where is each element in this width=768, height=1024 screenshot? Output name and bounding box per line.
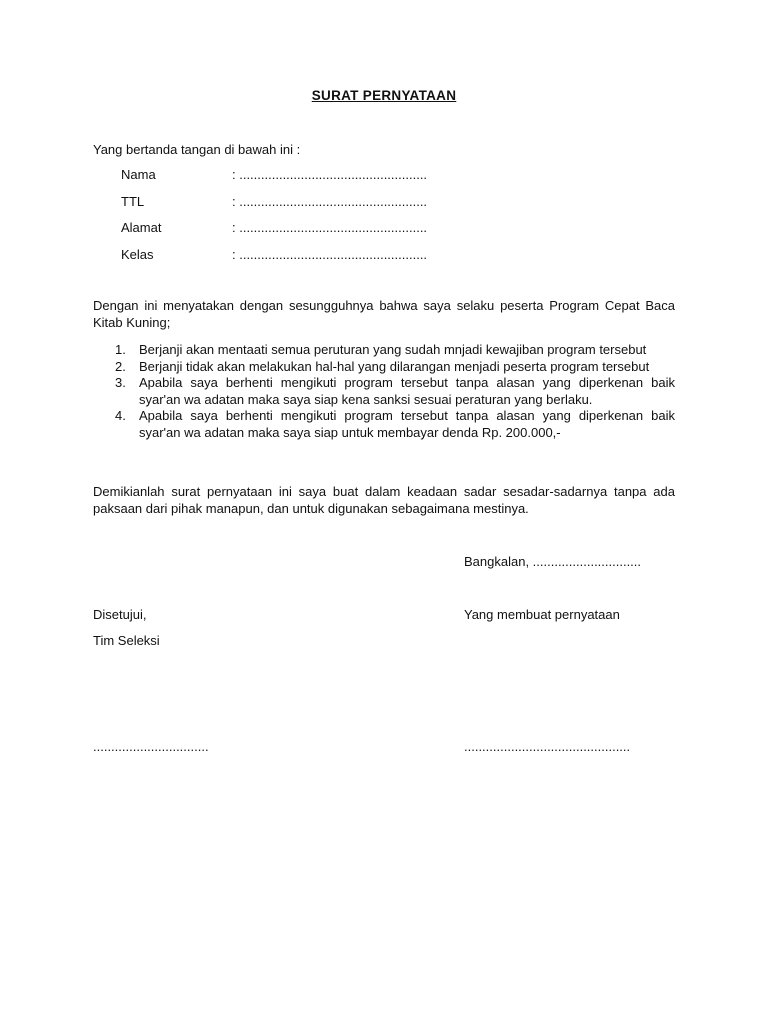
field-value: : .................................................... [232,246,428,262]
commitment-list [93,342,675,441]
field-value: : .................................................... [232,167,428,182]
field-label: Kelas [121,246,154,262]
maker-label: Yang membuat pernyataan [464,607,620,622]
field-label: Alamat [121,220,162,235]
list-item [93,359,675,376]
list-item-number: 2. [115,358,126,374]
list-item-number: 4. [115,408,126,423]
field-value: : .................................................... [232,193,428,209]
list-item [93,408,675,441]
list-item-number: 1. [115,342,126,357]
team-label: Tim Seleksi [93,633,160,648]
approved-label: Disetujui, [93,607,147,622]
statement-paragraph: Dengan ini menyatakan dengan sesungguhnya bahwa saya selaku peserta Program Cepat Baca Kitab Kuning; [93,298,675,330]
intro-text: Yang bertanda tangan di bawah ini : [93,142,301,157]
list-item-text: Apabila saya berhenti mengikuti program tersebut tanpa alasan yang diperkenan baik syar'an wa adatan maka saya siap kena sanksi sesuai peraturan yang berlaku. [139,375,675,407]
list-item [93,375,675,408]
field-value: : .................................................... [232,220,428,235]
right-signature-line: .............................................. [464,739,631,754]
list-item-text: Berjanji tidak akan melakukan hal-hal yang dilarangan menjadi peserta program tersebut [139,358,650,374]
list-item-text: Apabila saya berhenti mengikuti program tersebut tanpa alasan yang diperkenan baik syar'an wa adatan maka saya siap untuk membayar denda Rp. 200.000,- [139,408,675,440]
closing-paragraph: Demikianlah surat pernyataan ini saya buat dalam keadaan sadar sesadar-sadarnya tanpa ada paksaan dari pihak manapun, dan untuk digunakan sebagaimana mestinya. [93,484,675,516]
list-item [93,342,675,359]
left-signature-line: ................................ [93,739,209,754]
field-label: TTL [121,193,145,209]
list-item-number: 3. [115,375,126,390]
document-title: SURAT PERNYATAAN [311,88,457,103]
list-item-text: Berjanji akan mentaati semua peruturan yang sudah mnjadi kewajiban program tersebut [139,342,647,357]
place-date: Bangkalan, .............................. [464,554,642,569]
field-label: Nama [121,167,156,182]
